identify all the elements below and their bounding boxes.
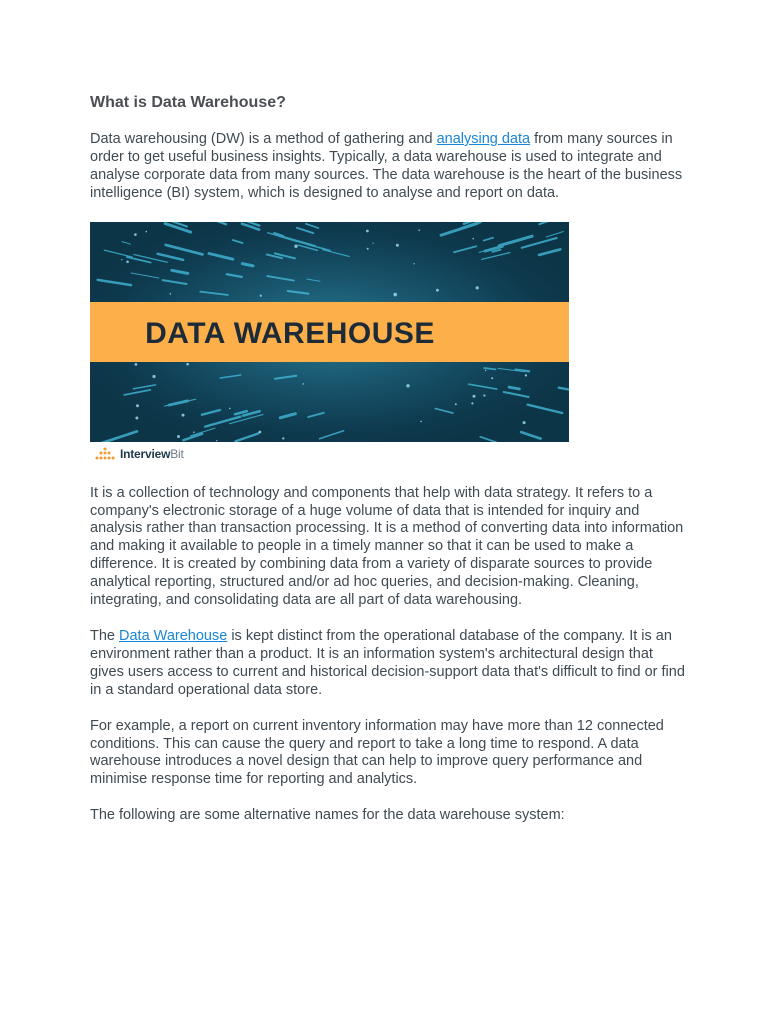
banner-dot (523, 421, 526, 424)
banner-dot (135, 363, 138, 366)
banner-dot (420, 420, 422, 422)
paragraph-example: For example, a report on current inventory information may have more than 12 connected conditions. This can cause the query and report to take a long time to respond. A data warehouse introduces a novel design that can help to improve query performance and minimise response time for reporting and analytics. (90, 717, 664, 788)
page-title: What is Data Warehouse? (90, 94, 286, 111)
credit-brand (120, 447, 184, 461)
paragraph-data-warehouse (90, 628, 690, 700)
banner-dot (455, 403, 457, 405)
banner-dot (136, 404, 139, 407)
banner-dot (259, 430, 262, 433)
banner-dot (170, 293, 172, 295)
banner-dot (413, 263, 414, 264)
data-warehouse-figure (90, 222, 569, 463)
credit-brand-suffix: Bit (170, 446, 184, 461)
interviewbit-logo-icon (94, 447, 116, 461)
banner-dot (367, 247, 369, 249)
banner-dot (177, 435, 180, 438)
banner-dot (525, 374, 527, 376)
banner-dot (186, 363, 189, 366)
analysing-data-link[interactable]: analysing data (436, 131, 531, 147)
banner-dot (193, 431, 195, 433)
banner-dot (472, 237, 474, 239)
paragraph-collection: It is a collection of technology and components that help with data strategy. It refers to a company's electronic storage of a huge volume of data that is intended for inquiry and analysis rather than transaction processing. It is a method of converting data into information and making it available to people in a timely manner so that it can be used to make a difference. It is created by combining data from a variety of disparate sources to provide analytical reporting, structured and/or ad hoc queries, and decision-making. Cleaning, integrating, and consolidating data are all part of data warehousing. (90, 484, 684, 609)
banner-dot (418, 229, 420, 231)
document-page (90, 93, 690, 825)
banner-dot (393, 292, 397, 296)
para3-text-start: The (90, 627, 120, 644)
banner-title: DATA WAREHOUSE (145, 316, 435, 350)
banner-dot (294, 244, 297, 247)
banner-dot (491, 377, 493, 379)
banner-dot (302, 383, 304, 385)
banner-dot (152, 375, 155, 378)
image-credit (94, 445, 569, 463)
banner-dot (396, 243, 399, 246)
data-warehouse-banner (90, 222, 569, 442)
banner-dot (473, 394, 476, 397)
banner-dot (121, 259, 122, 260)
banner-dot (135, 416, 138, 419)
banner-streak (509, 387, 519, 389)
banner-dot (483, 394, 485, 396)
banner-dot (126, 260, 129, 263)
paragraph-alternative-names: The following are some alternative names for the data warehouse system: (90, 807, 565, 824)
banner-dot (406, 384, 409, 387)
banner-dot (436, 288, 439, 291)
banner-dot (134, 233, 137, 236)
data-warehouse-link[interactable]: Data Warehouse (119, 627, 228, 644)
banner-dot (229, 407, 231, 409)
intro-text-end: from many sources in order to get useful business insights. Typically, a data warehouse is used to integrate and analyse corporate data from many sources. The data warehouse is the heart of the business intelligence (BI) system, which is designed to analyse and report on data. (90, 131, 683, 201)
banner-dot (146, 230, 148, 232)
para3-text-end: is kept distinct from the operational database of the company. It is an environment rather than a product. It is an information system's architectural design that gives users access to current and historical decision-support data that's difficult to find or find in a standard operational data store. (90, 627, 685, 698)
banner-dot (471, 402, 473, 404)
banner-dot (476, 286, 479, 289)
credit-brand-name: Interview (120, 446, 171, 461)
banner-dot (366, 229, 369, 232)
intro-paragraph (90, 131, 690, 203)
banner-dot (373, 242, 374, 243)
intro-text-start: Data warehousing (DW) is a method of gathering and (90, 131, 437, 147)
banner-dot (282, 437, 284, 439)
banner-dot (182, 413, 185, 416)
banner-dot (485, 369, 486, 370)
banner-dot (260, 294, 262, 296)
banner-dot (216, 440, 217, 441)
